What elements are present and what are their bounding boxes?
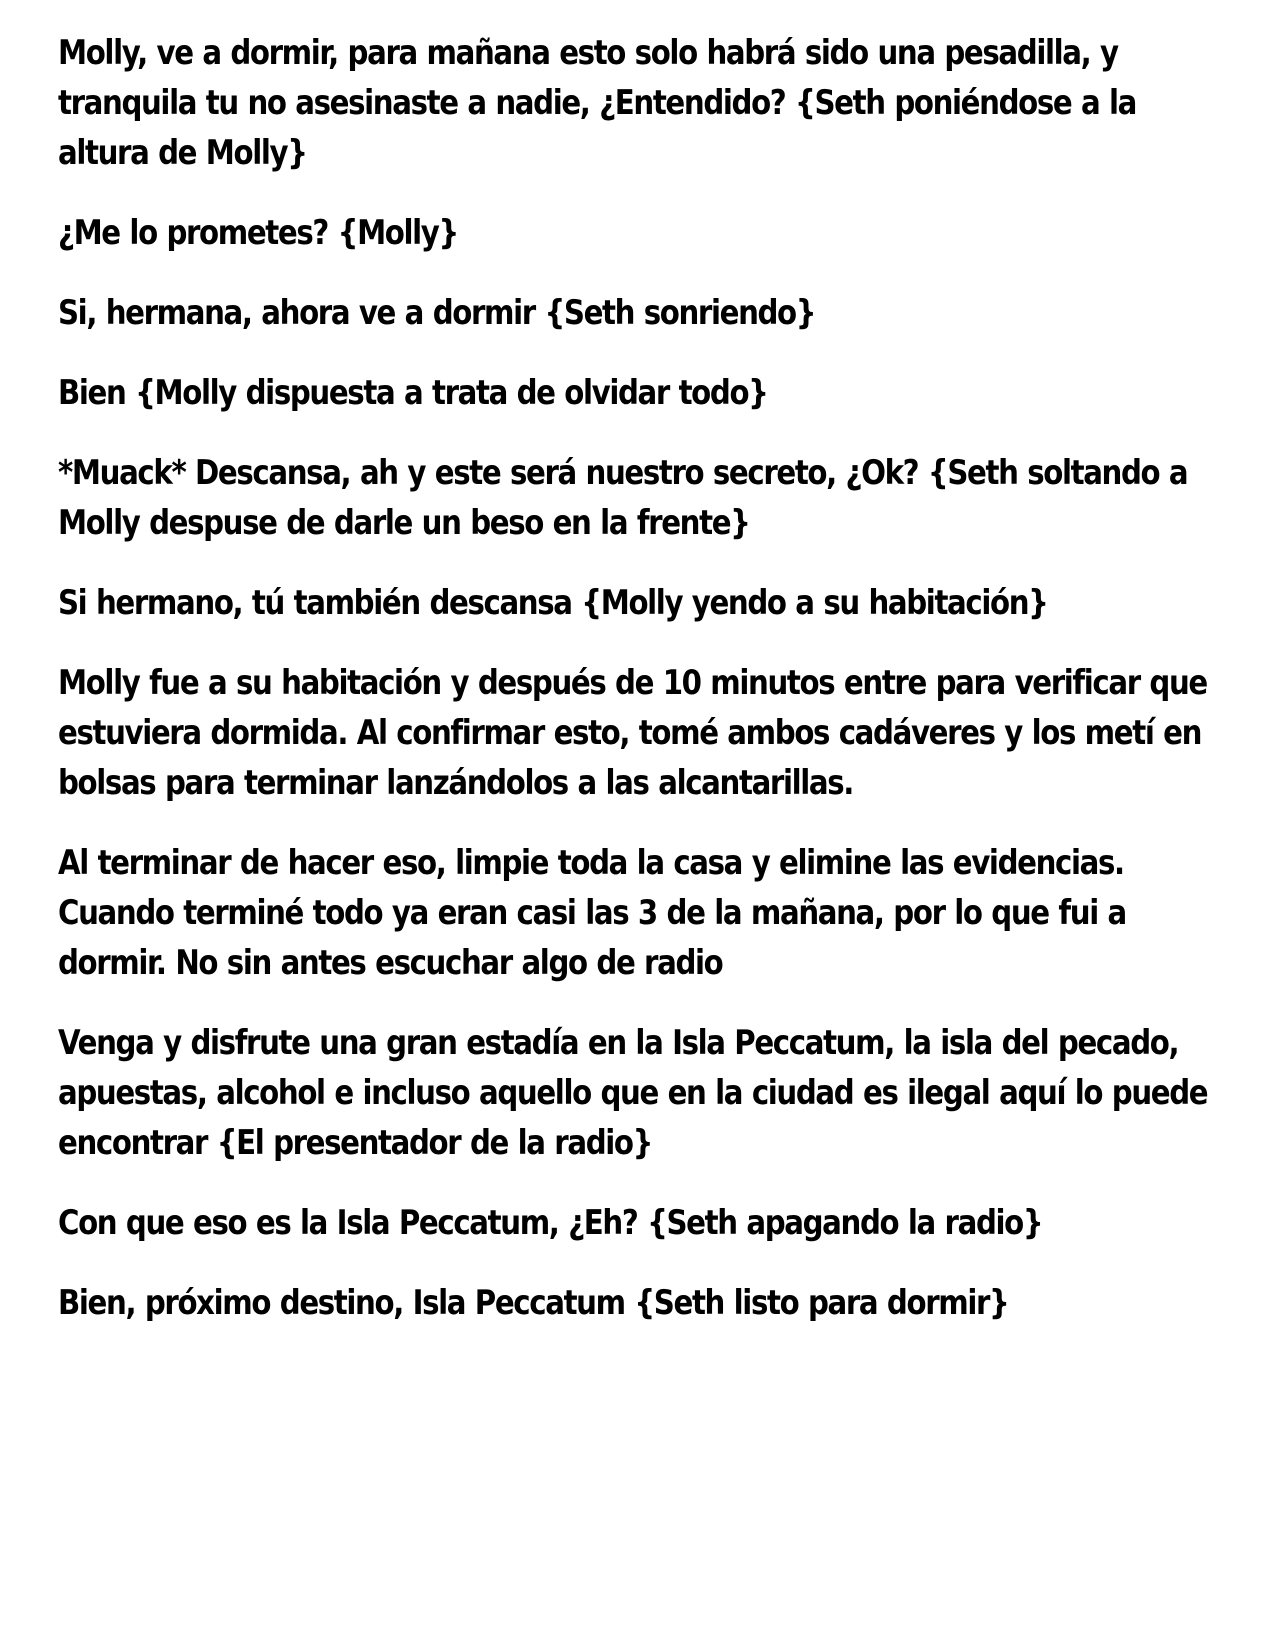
paragraph: Bien, próximo destino, Isla Peccatum {Seth listo para dormir} bbox=[58, 1283, 1009, 1323]
paragraph: Si hermano, tú también descansa {Molly yendo a su habitación} bbox=[58, 583, 1048, 623]
paragraph: ¿Me lo prometes? {Molly} bbox=[58, 213, 458, 253]
paragraph: Venga y disfrute una gran estadía en la Isla Peccatum, la isla del pecado, apuestas, alcohol e incluso aquello que en la ciudad es ilegal aquí lo puede encontrar {El presentador de la radio} bbox=[58, 1023, 1208, 1163]
paragraph: Al terminar de hacer eso, limpie toda la casa y elimine las evidencias. Cuando terminé todo ya eran casi las 3 de la mañana, por lo que fui a dormir. No sin antes escuchar algo de radio bbox=[58, 843, 1126, 983]
paragraph: Bien {Molly dispuesta a trata de olvidar todo} bbox=[58, 373, 768, 413]
paragraph: Molly, ve a dormir, para mañana esto solo habrá sido una pesadilla, y tranquila tu no asesinaste a nadie, ¿Entendido? {Seth poniéndose a la altura de Molly} bbox=[58, 33, 1137, 173]
paragraph: Molly fue a su habitación y después de 10 minutos entre para verificar que estuviera dormida. Al confirmar esto, tomé ambos cadáveres y los metí en bolsas para terminar lanzándolos a las alcantarillas. bbox=[58, 663, 1207, 803]
document-body bbox=[58, 28, 1228, 1358]
paragraph: Con que eso es la Isla Peccatum, ¿Eh? {Seth apagando la radio} bbox=[58, 1203, 1043, 1243]
paragraph: *Muack* Descansa, ah y este será nuestro secreto, ¿Ok? {Seth soltando a Molly despuse de darle un beso en la frente} bbox=[58, 453, 1188, 543]
paragraph: Si, hermana, ahora ve a dormir {Seth sonriendo} bbox=[58, 293, 816, 333]
